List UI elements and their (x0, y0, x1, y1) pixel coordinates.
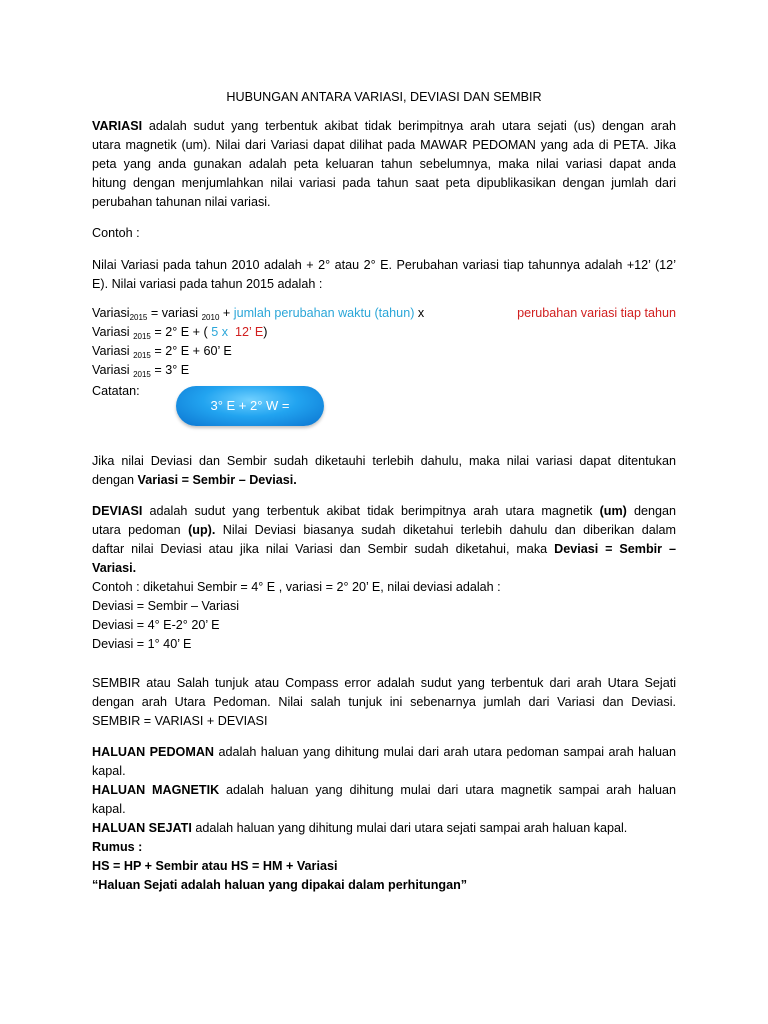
variasi-line-3: peta yang anda gunakan adalah peta keluaran tahun sebelumnya, maka nilai variasi dapat anda (92, 157, 676, 171)
rumus-label-text: Rumus : (92, 840, 143, 854)
deviasi-up: (up). (188, 523, 216, 537)
sembir-line-3: SEMBIR = VARIASI + DEVIASI (92, 714, 268, 728)
deviasi-intro-pre: dengan (92, 473, 138, 487)
formula-subscript: 2015 (129, 313, 148, 322)
variasi-line-2: utara magnetik (um). Nilai dari Variasi dapat dilihat pada MAWAR PEDOMAN yang ada di PETA. Jika (92, 138, 676, 152)
variasi-line-5: perubahan tahunan nilai variasi. (92, 195, 271, 209)
example-line-1: Nilai Variasi pada tahun 2010 adalah + 2° atau 2° E. Perubahan variasi tiap tahunnya adalah +12’ (12’ (92, 258, 676, 272)
deviasi-line-4 (92, 559, 676, 577)
formula-plus: + (219, 306, 234, 320)
deviasi-line-6: Deviasi = Sembir – Variasi (92, 599, 240, 613)
formula-times: x (414, 306, 428, 320)
formula-var: Variasi (92, 306, 130, 320)
contoh-label: Contoh : (92, 226, 140, 240)
deviasi-line-2 (92, 521, 676, 539)
sembir-line-2: dengan arah Utara Pedoman. Nilai salah tunjuk ini sebenarnya jumlah dari Variasi dan Deviasi. (92, 695, 676, 709)
formula-line-2 (92, 323, 676, 341)
formula-line-3 (92, 342, 676, 360)
formula-var: Variasi (92, 344, 134, 358)
formula-subscript-2010: 2010 (201, 313, 220, 322)
deviasi-formula: Deviasi = Sembir – (554, 542, 676, 556)
deviasi-formula-end: Variasi. (92, 561, 137, 575)
formula-blue-term: jumlah perubahan waktu (tahun) (233, 306, 415, 320)
deviasi-text: dengan (626, 504, 677, 518)
variasi-line-1 (92, 117, 676, 135)
rumus-formula (92, 857, 676, 875)
haluan-pedoman-term: HALUAN PEDOMAN (92, 745, 215, 759)
closing-quote-text: “Haluan Sejati adalah haluan yang dipakai dalam perhitungan” (92, 878, 468, 892)
haluan-pedoman-text: adalah haluan yang dihitung mulai dari arah utara pedoman sampai arah haluan (214, 745, 676, 759)
rumus-label (92, 838, 676, 856)
haluan-pedoman-line-2: kapal. (92, 764, 126, 778)
variasi-text-1: adalah sudut yang terbentuk akibat tidak berimpitnya arah utara sejati (us) dengan arah (148, 119, 677, 133)
deviasi-text: daftar nilai Deviasi atau jika nilai Variasi dan Sembir sudah diketahui, maka (92, 542, 555, 556)
formula-eq: = 2° E + ( (150, 325, 208, 339)
haluan-magnetik-line-1 (92, 781, 676, 799)
formula-line-4 (92, 361, 676, 379)
deviasi-text: utara pedoman (92, 523, 189, 537)
haluan-sejati-line (92, 819, 676, 837)
formula-blue-term: 5 x (207, 325, 232, 339)
variasi-line-4: hitung dengan menjumlahkan nilai variasi pada tahun saat peta dipublikasikan dengan jumlah dari (92, 176, 676, 190)
haluan-sejati-term: HALUAN SEJATI (92, 821, 192, 835)
deviasi-line-1 (92, 502, 676, 520)
deviasi-intro-formula: Variasi = Sembir – Deviasi. (137, 473, 297, 487)
haluan-pedoman-line-1 (92, 743, 676, 761)
formula-close: ) (263, 325, 268, 339)
formula-subscript: 2015 (133, 370, 151, 379)
deviasi-um: (um) (599, 504, 627, 518)
haluan-magnetik-term: HALUAN MAGNETIK (92, 783, 220, 797)
formula-eq: = variasi (147, 306, 202, 320)
deviasi-text: adalah sudut yang terbentuk akibat tidak berimpitnya arah utara magnetik (149, 504, 600, 518)
deviasi-line-5: Contoh : diketahui Sembir = 4° E , variasi = 2° 20’ E, nilai deviasi adalah : (92, 580, 501, 594)
formula-var: Variasi (92, 363, 134, 377)
example-line-2: E). Nilai variasi pada tahun 2015 adalah : (92, 277, 323, 291)
haluan-magnetik-text: adalah haluan yang dihitung mulai dari utara magnetik sampai arah haluan (219, 783, 676, 797)
deviasi-term: DEVIASI (92, 504, 143, 518)
formula-rest: = 3° E (150, 363, 190, 377)
deviasi-text: Nilai Deviasi biasanya sudah diketahui terlebih dahulu dan diberikan dalam (215, 523, 676, 537)
formula-subscript: 2015 (133, 332, 151, 341)
catatan-label: Catatan: (92, 384, 140, 398)
closing-quote (92, 876, 676, 894)
catatan-callout: 3° E + 2° W = (176, 386, 324, 426)
deviasi-line-3 (92, 540, 676, 558)
formula-line-1 (92, 304, 676, 322)
deviasi-line-7: Deviasi = 4° E-2° 20’ E (92, 618, 220, 632)
formula-red-term: 12’ E (231, 325, 264, 339)
deviasi-intro-line-2 (92, 471, 676, 489)
formula-red-term: perubahan variasi tiap tahun (517, 306, 676, 320)
haluan-magnetik-line-2: kapal. (92, 802, 126, 816)
formula-rest: = 2° E + 60’ E (150, 344, 232, 358)
sembir-line-1: SEMBIR atau Salah tunjuk atau Compass error adalah sudut yang terbentuk dari arah Utara Sejati (92, 676, 676, 690)
variasi-term: VARIASI (92, 119, 143, 133)
document-title: HUBUNGAN ANTARA VARIASI, DEVIASI DAN SEMBIR (226, 90, 542, 104)
haluan-sejati-text: adalah haluan yang dihitung mulai dari utara sejati sampai arah haluan kapal. (191, 821, 628, 835)
deviasi-line-8: Deviasi = 1° 40’ E (92, 637, 192, 651)
rumus-formula-text: HS = HP + Sembir atau HS = HM + Variasi (92, 859, 338, 873)
formula-var: Variasi (92, 325, 134, 339)
formula-subscript: 2015 (133, 351, 151, 360)
deviasi-intro-line-1: Jika nilai Deviasi dan Sembir sudah diketauhi terlebih dahulu, maka nilai variasi dapat ditentukan (92, 454, 676, 468)
